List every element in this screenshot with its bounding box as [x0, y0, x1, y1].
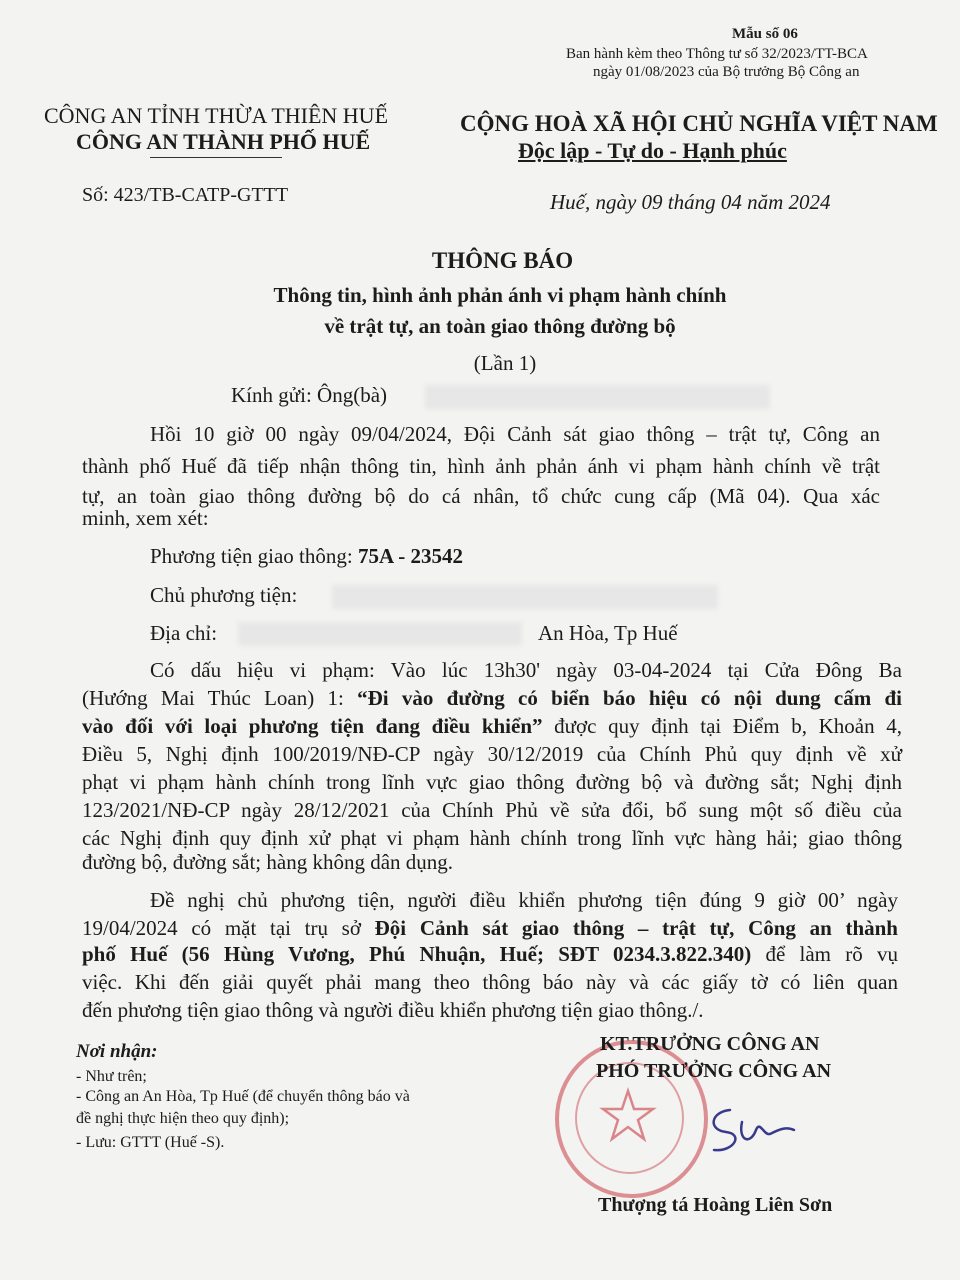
- nation-name: CỘNG HOÀ XÃ HỘI CHỦ NGHĨA VIỆT NAM: [460, 111, 938, 136]
- para1-line1: Hồi 10 giờ 00 ngày 09/04/2024, Đội Cảnh sát giao thông – trật tự, Công an: [150, 422, 880, 446]
- violation-line3: vào đối với loại phương tiện đang điều khiển” được quy định tại Điểm b, Khoản 4,: [82, 714, 902, 738]
- attempt-number: (Lần 1): [473, 351, 537, 375]
- violation-line1: Có dấu hiệu vi phạm: Vào lúc 13h30' ngày 03-04-2024 tại Cửa Đông Ba: [150, 658, 902, 682]
- violation-line6: 123/2021/NĐ-CP ngày 28/12/2021 của Chính Phủ về sửa đổi, bổ sung một số điều của: [82, 798, 902, 822]
- recipient-item: - Công an An Hòa, Tp Huế (để chuyển thông báo và: [76, 1088, 410, 1105]
- violation-line4: Điều 5, Nghị định 100/2019/NĐ-CP ngày 30/12/2019 của Chính Phủ quy định về xử: [82, 742, 902, 766]
- signature-title-1: KT.TRƯỞNG CÔNG AN: [600, 1033, 820, 1055]
- agency-underline: [150, 157, 282, 158]
- form-issued-line2: ngày 01/08/2023 của Bộ trưởng Bộ Công an: [593, 64, 860, 80]
- document-title: THÔNG BÁO: [431, 248, 574, 273]
- para1-line4: minh, xem xét:: [82, 506, 209, 530]
- request-line3: phố Huế (56 Hùng Vương, Phú Nhuận, Huế; SĐT 0234.3.822.340) để làm rõ vụ: [82, 942, 898, 966]
- address-tail: An Hòa, Tp Huế: [538, 621, 678, 645]
- address-label: Địa chỉ:: [150, 621, 218, 645]
- vehicle-line: Phương tiện giao thông: 75A - 23542: [150, 544, 463, 568]
- agency-parent: CÔNG AN TỈNH THỪA THIÊN HUẾ: [44, 103, 389, 128]
- recipients-title: Nơi nhận:: [76, 1041, 158, 1062]
- request-line2: 19/04/2024 có mặt tại trụ sở Đội Cảnh sát giao thông – trật tự, Công an thành: [82, 916, 898, 940]
- recipient-item: - Như trên;: [76, 1068, 147, 1085]
- para1-line2: thành phố Huế đã tiếp nhận thông tin, hình ảnh phản ánh vi phạm hành chính về trật: [82, 454, 880, 478]
- recipient-item: đề nghị thực hiện theo quy định);: [76, 1110, 290, 1127]
- greeting: Kính gửi: Ông(bà): [231, 383, 388, 407]
- document-subtitle-2: về trật tự, an toàn giao thông đường bộ: [324, 314, 676, 338]
- recipient-item: - Lưu: GTTT (Huế -S).: [76, 1134, 225, 1151]
- redacted-name: [425, 385, 770, 409]
- handwritten-signature-icon: [690, 1100, 800, 1160]
- owner-label: Chủ phương tiện:: [150, 583, 298, 607]
- national-motto: Độc lập - Tự do - Hạnh phúc: [518, 138, 787, 163]
- request-line5: đến phương tiện giao thông và người điều khiển phương tiện giao thông./.: [82, 998, 704, 1022]
- para1-line3: tự, an toàn giao thông đường bộ do cá nhân, tổ chức cung cấp (Mã 04). Qua xác: [82, 484, 880, 508]
- redacted-address: [238, 622, 522, 646]
- agency-name: CÔNG AN THÀNH PHỐ HUẾ: [76, 129, 371, 154]
- violation-line5: phạt vi phạm hành chính trong lĩnh vực giao thông đường bộ và đường sắt; Nghị định: [82, 770, 902, 794]
- violation-line7: các Nghị định quy định xử phạt vi phạm hành chính trong lĩnh vực hàng hải; giao thông: [82, 826, 902, 850]
- signer-name: Thượng tá Hoàng Liên Sơn: [598, 1194, 833, 1216]
- document-subtitle-1: Thông tin, hình ảnh phản ánh vi phạm hành chính: [273, 283, 727, 307]
- signature-title-2: PHÓ TRƯỞNG CÔNG AN: [596, 1060, 832, 1082]
- request-line4: việc. Khi đến giải quyết phải mang theo thông báo này và các giấy tờ có liên quan: [82, 970, 898, 994]
- redacted-owner: [332, 585, 718, 609]
- violation-line8: đường bộ, đường sắt; hàng không dân dụng.: [82, 850, 454, 874]
- vehicle-plate: 75A - 23542: [357, 544, 463, 568]
- seal-star-icon: [598, 1085, 658, 1145]
- place-date: Huế, ngày 09 tháng 04 năm 2024: [550, 190, 831, 214]
- document-number: Số: 423/TB-CATP-GTTT: [82, 184, 289, 206]
- form-issued-line1: Ban hành kèm theo Thông tư số 32/2023/TT-BCA: [566, 46, 868, 62]
- violation-line2: (Hướng Mai Thúc Loan) 1: “Đi vào đường có biển báo hiệu có nội dung cấm đi: [82, 686, 903, 710]
- form-number: Mẫu số 06: [732, 26, 798, 42]
- request-line1: Đề nghị chủ phương tiện, người điều khiển phương tiện đúng 9 giờ 00’ ngày: [150, 888, 898, 912]
